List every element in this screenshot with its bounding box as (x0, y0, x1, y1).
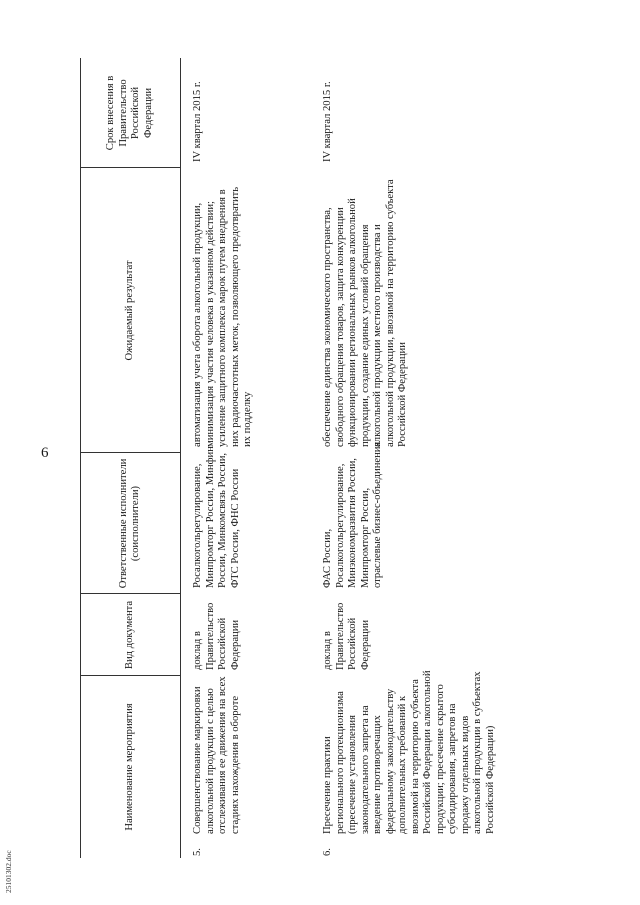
header-doc-type: Вид документа (123, 600, 135, 670)
row-doc-type: доклад в Правительство Российской Федерации (322, 602, 371, 670)
page-number: 6 (41, 445, 49, 461)
row-result: автоматизация учета оборота алкогольной продукции, минимизация участия человека в указанном действии; усиление защитного комплекса марок путем внедрения в них радиочастотных меток, позволяющего предотвратить их подделку (192, 186, 253, 447)
row-name: Совершенствование маркировки алкогольной продукции с целью отслеживания ее движения на всех стадиях нахождения в обороте (192, 676, 241, 834)
row-number: 5. (192, 848, 203, 856)
header-bottom-border (180, 58, 181, 858)
row-name: Пресечение практики регионального протекционизма (пресечение установления законодательного запрета на введение противоречащих федеральному законодательству дополнительных требований к ввозимой на территорию субъекта Российской Федерации алкогольной продукции; пресечение скрытого субсидирования, запретов на продажу отдельных видов алкогольной продукции в субъектах Российской Федерации) (322, 670, 496, 834)
row-doc-type: доклад в Правительство Российской Федерации (192, 602, 241, 670)
header-deadline: Срок внесения в Правительство Российской Федерации (105, 75, 154, 151)
row-executors: ФАС России, Росалкогольрегулирование, Минэкономразвития России, Минпромторг России, отраслевые бизнес-объединения (322, 441, 383, 588)
header-name: Наименование мероприятия (123, 703, 135, 831)
document-reference: 25101302.doc (4, 850, 13, 893)
row-deadline: IV квартал 2015 г. (192, 81, 203, 162)
row-result: обеспечение единства экономического пространства, свободного обращения товаров, защита конкуренции функционировании региональных рынков алкогольной продукции, создание единых условий обращения алкогольной продукции местного производства и алкогольной продукции, ввозимой на территорию субъекта Российской Федерации (322, 179, 408, 447)
header-result: Ожидаемый результат (123, 260, 135, 361)
row-deadline: IV квартал 2015 г. (322, 81, 333, 162)
measures-table (60, 58, 530, 858)
row-executors: Росалкогольрегулирование, Минпромторг России, Минфин России, Минкомсвязь России, ФТС России, ФНС России (192, 446, 241, 588)
header-executors: Ответственные исполнители (соисполнители) (117, 458, 141, 589)
row-number: 6. (322, 848, 333, 856)
